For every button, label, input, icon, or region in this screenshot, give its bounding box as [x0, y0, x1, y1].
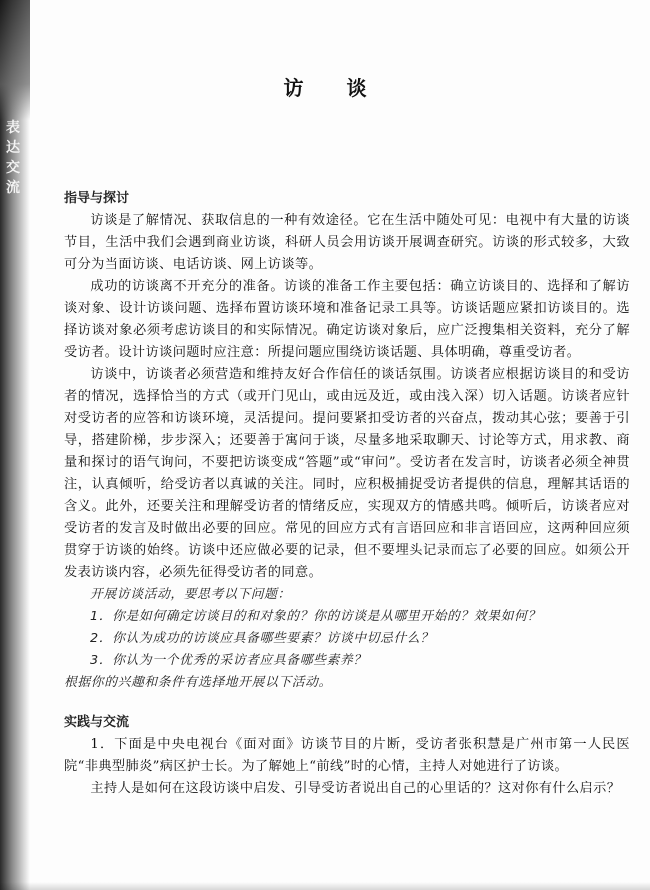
side-tab-char: 流 [6, 180, 20, 196]
side-tab-label [2, 118, 24, 198]
question-item: 1．你是如何确定访谈目的和对象的？你的访谈是从哪里开始的？效果如何？ [90, 609, 541, 624]
question-list [64, 606, 630, 672]
side-tab-char: 达 [6, 140, 20, 156]
page-edge-dark-top [0, 0, 30, 120]
paragraph: 主持人是如何在这段访谈中启发、引导受访者说出自己的心里话的？这对你有什么启示？ [90, 781, 621, 796]
side-tab-char: 表 [6, 120, 20, 136]
main-content [64, 188, 630, 800]
section-heading-practice: 实践与交流 [64, 715, 130, 730]
page-bottom-shadow [0, 882, 650, 890]
paragraph: 1．下面是中央电视台《面对面》访谈节目的片断，受访者张积慧是广州市第一人民医院“非典型肺炎”病区护士长。为了解她上“前线”时的心情，主持人对她进行了访谈。 [64, 737, 630, 774]
question-item: 3．你认为一个优秀的采访者应具备哪些素养？ [90, 653, 367, 668]
page-title: 访 谈 [283, 76, 385, 100]
activity-intro: 开展访谈活动，要思考以下问题： [90, 587, 291, 602]
question-item: 2．你认为成功的访谈应具备哪些要素？访谈中切忌什么？ [90, 631, 434, 646]
paragraph: 访谈是了解情况、获取信息的一种有效途径。它在生活中随处可见：电视中有大量的访谈节目，生活中我们会遇到商业访谈，科研人员会用访谈开展调查研究。访谈的形式较多，大致可分为当面访谈、电话访谈、网上访谈等。 [64, 213, 630, 272]
side-tab-char: 交 [6, 160, 20, 176]
paragraph: 访谈中，访谈者必须营造和维持友好合作信任的谈话氛围。访谈者应根据访谈目的和受访者的情况，选择恰当的方式（或开门见山，或由远及近，或由浅入深）切入话题。访谈者应针对受访者的应答和访谈环境，灵活提问。提问要紧扣受访者的兴奋点，拨动其心弦；要善于引导，搭建阶梯，步步深入；还要善于寓问于谈，尽量多地采取聊天、讨论等方式，用求教、商量和探讨的语气询问，不要把访谈变成“答题”或“审问”。受访者在发言时，访谈者必须全神贯注，认真倾听，给受访者以真诚的关注。同时，应积极捕捉受访者提供的信息，理解其话语的含义。此外，还要关注和理解受访者的情绪反应，实现双方的情感共鸣。倾听后，访谈者应对受访者的发言及时做出必要的回应。常见的回应方式有言语回应和非言语回应，这两种回应须贯穿于访谈的始终。访谈中还应做必要的记录，但不要埋头记录而忘了必要的回应。如须公开发表访谈内容，必须先征得受访者的同意。 [64, 367, 630, 580]
section-gap [64, 694, 630, 712]
paragraph: 成功的访谈离不开充分的准备。访谈的准备工作主要包括：确立访谈目的、选择和了解访谈对象、设计访谈问题、选择布置访谈环境和准备记录工具等。访谈话题应紧扣访谈目的。选择访谈对象必须考虑访谈目的和实际情况。确定访谈对象后，应广泛搜集相关资料，充分了解受访者。设计访谈问题时应注意：所提问题应围绕访谈话题、具体明确，尊重受访者。 [64, 279, 630, 360]
section-heading-guidance: 指导与探讨 [64, 191, 130, 206]
activity-outro: 根据你的兴趣和条件有选择地开展以下活动。 [64, 675, 332, 690]
